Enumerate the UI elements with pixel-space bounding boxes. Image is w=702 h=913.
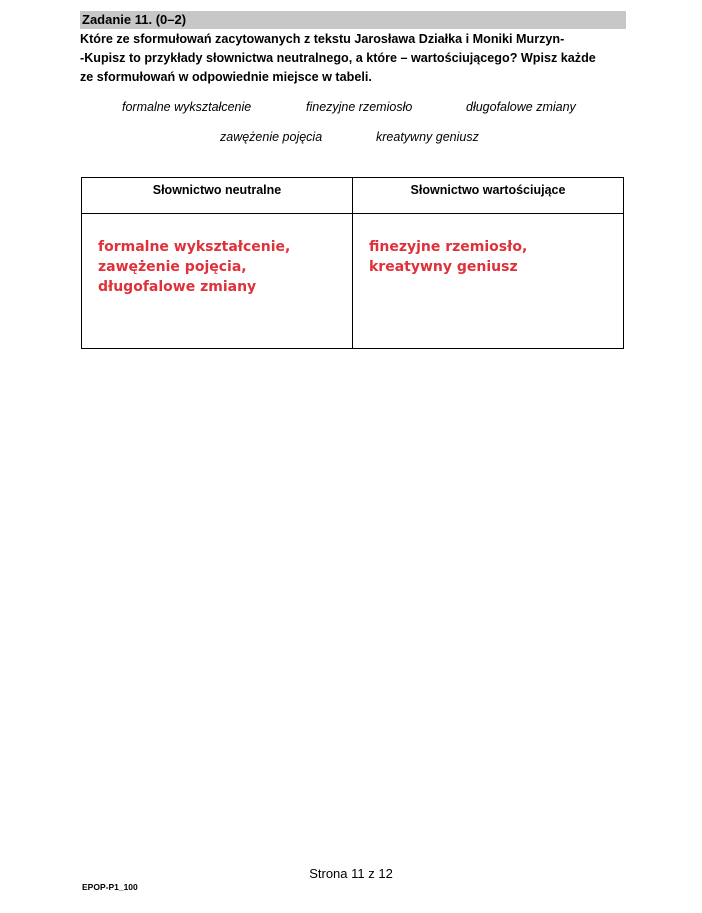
handwritten-answer: kreatywny geniusz [369,259,518,275]
phrase-option: długofalowe zmiany [466,100,576,114]
handwritten-answer: długofalowe zmiany [98,279,257,295]
handwritten-answer: formalne wykształcenie, [98,239,291,255]
answer-cell-evaluative[interactable] [352,214,623,348]
table-answer-row [82,214,623,348]
page-number: Strona 11 z 12 [309,866,393,881]
phrase-option: zawężenie pojęcia [220,130,323,144]
task-title: Zadanie 11. (0–2) [80,11,626,29]
instruction-line: Które ze sformułowań zacytowanych z tekstu Jarosława Działka i Moniki Murzyn- [80,32,565,46]
phrase-option: finezyjne rzemiosło [306,100,413,114]
header-neutral: Słownictwo neutralne [152,183,282,197]
answer-cell-neutral[interactable] [82,214,352,348]
instruction-line: ze sformułowań w odpowiednie miejsce w tabeli. [80,70,372,84]
handwritten-answer: finezyjne rzemiosło, [369,239,528,255]
phrase-option: formalne wykształcenie [122,100,252,114]
phrase-option: kreatywny geniusz [376,130,479,144]
handwritten-answer: zawężenie pojęcia, [98,259,247,275]
table-header-row [82,178,623,214]
exam-code: EPOP-P1_100 [82,882,138,892]
header-evaluative: Słownictwo wartościujące [352,178,623,213]
answer-table [81,177,624,349]
instruction-line: -Kupisz to przykłady słownictwa neutralnego, a które – wartościującego? Wpisz każde [80,51,596,65]
task-instruction [80,30,628,87]
